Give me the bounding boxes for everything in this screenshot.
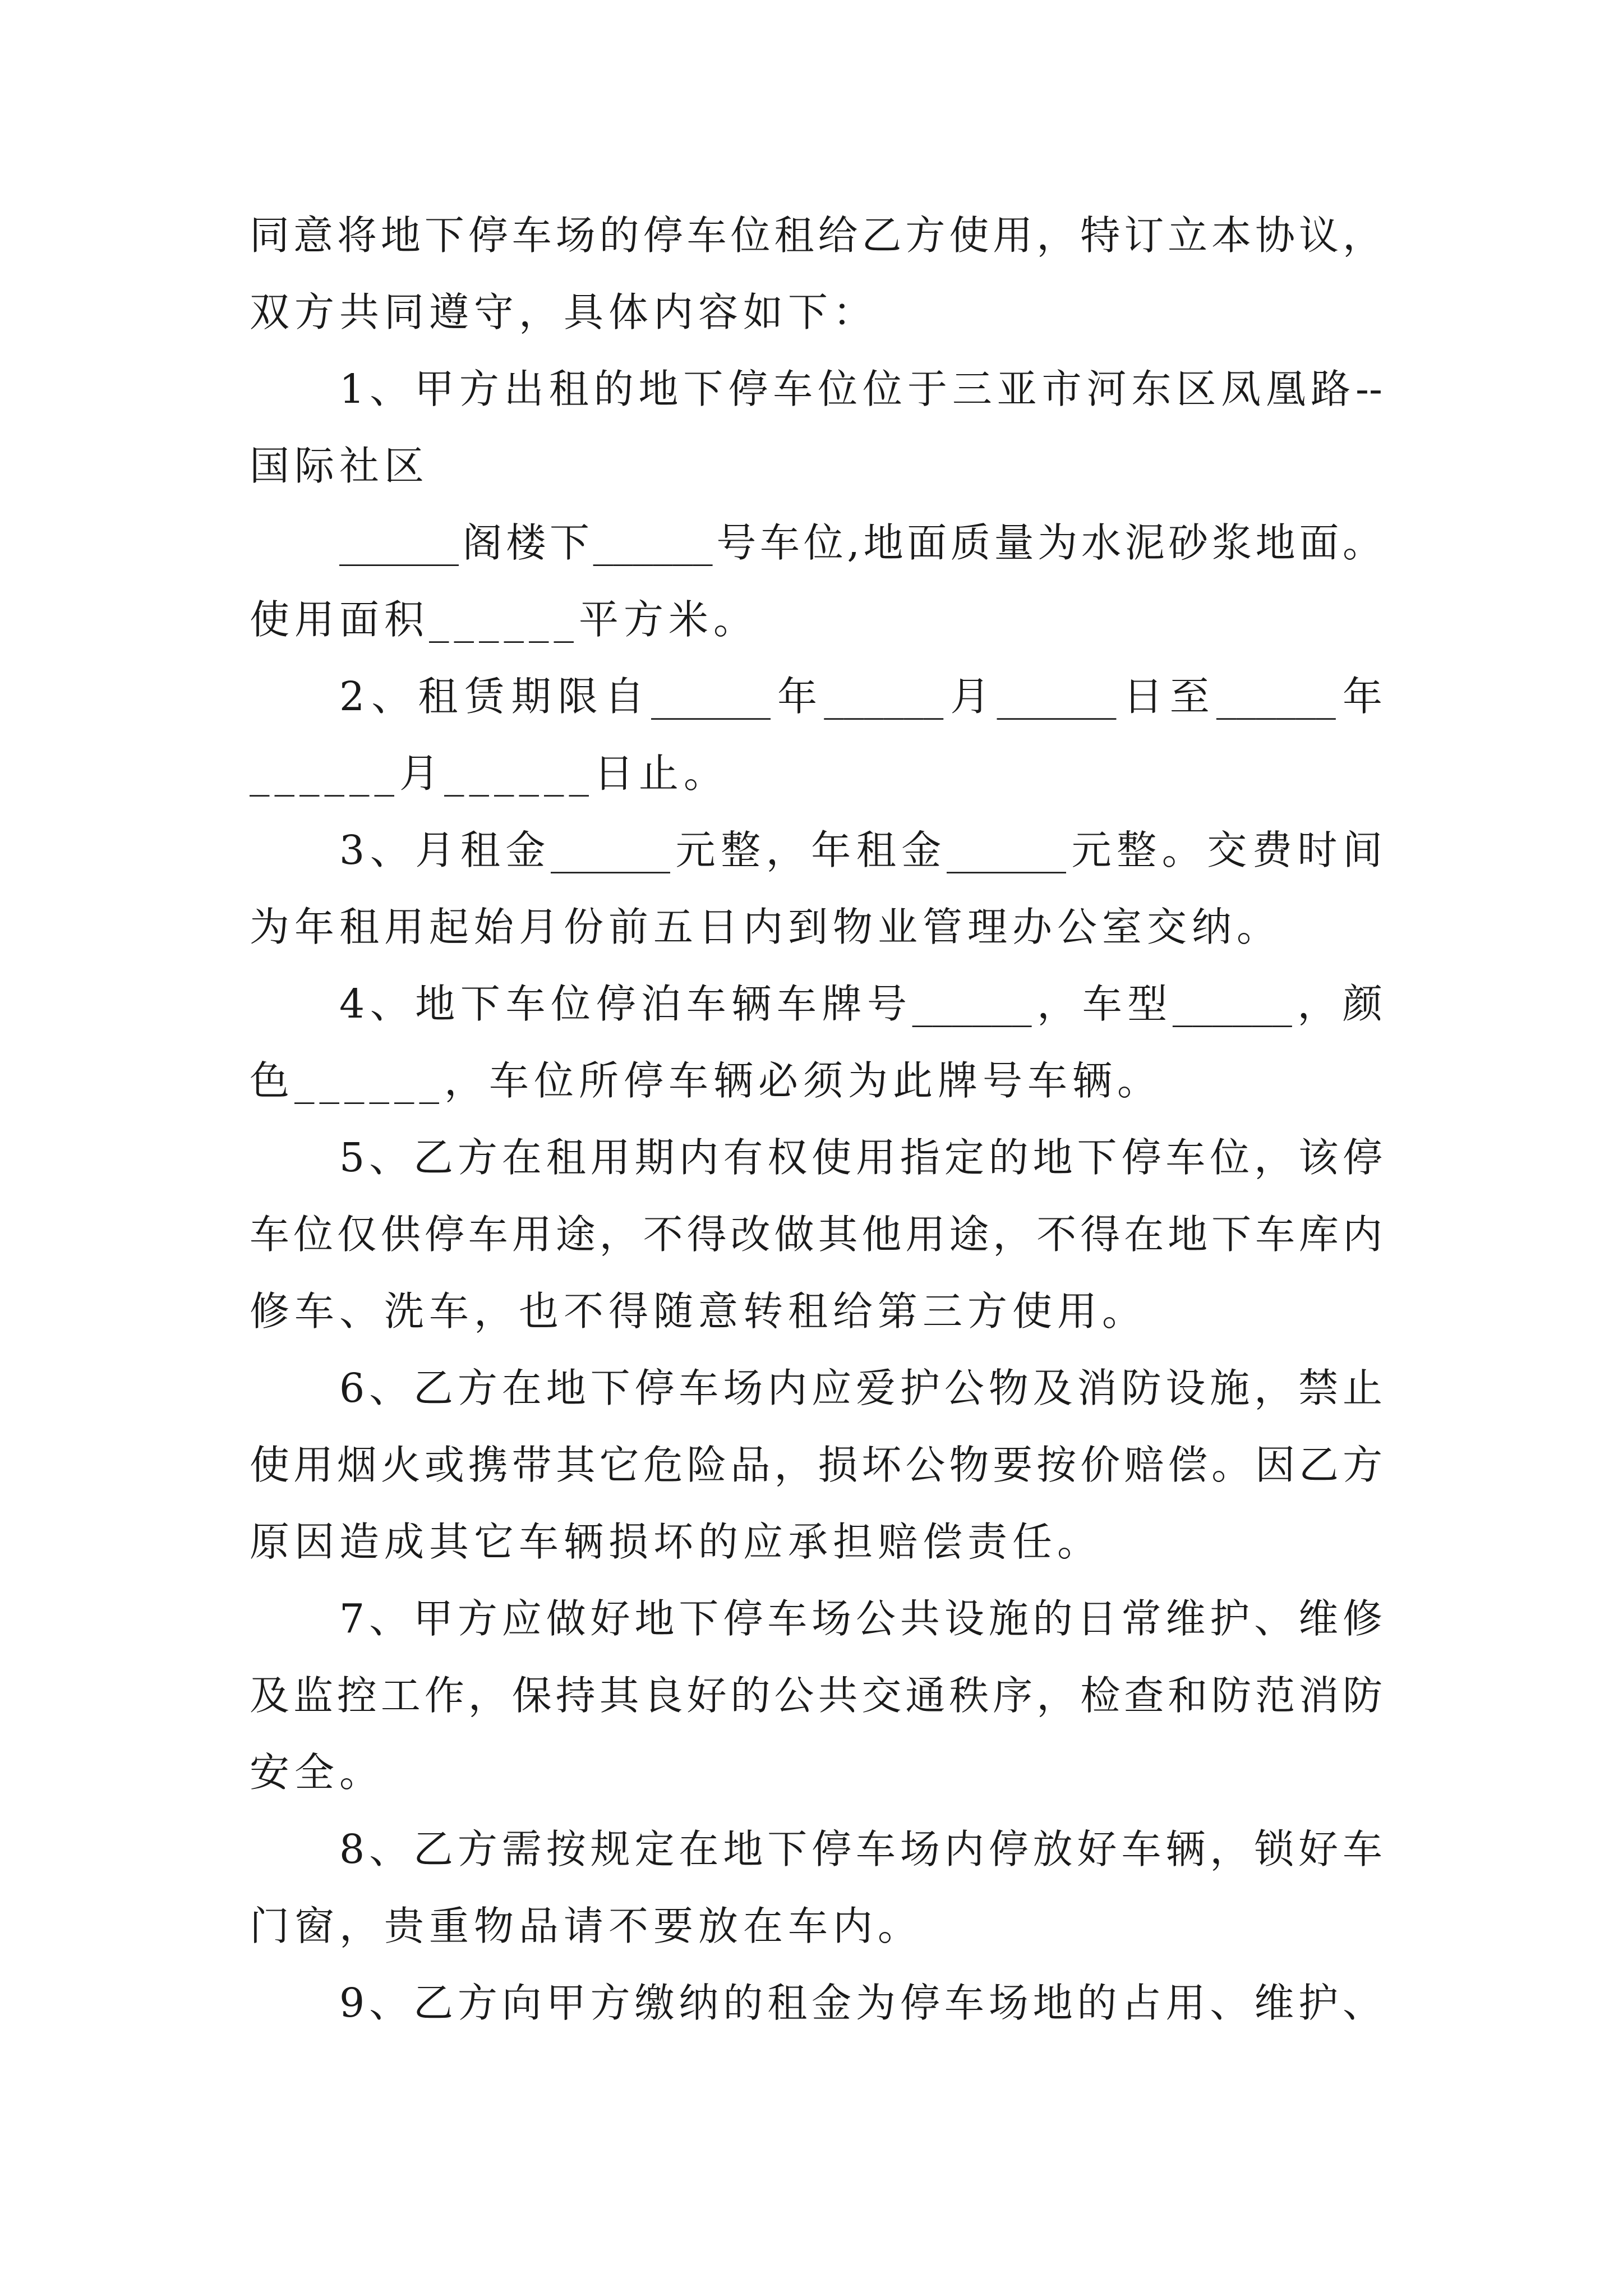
- clause-2-line: 2、租赁期限自______年______月______日至______年: [339, 673, 1382, 720]
- clause-2-line: ______月______日止。: [250, 750, 729, 797]
- clause-5-line: 车位仅供停车用途，不得改做其他用途，不得在地下车库内: [250, 1211, 1382, 1258]
- clause-8-line: 门窗，贵重物品请不要放在车内。: [250, 1903, 923, 1949]
- clause-6-line: 6、乙方在地下停车场内应爱护公物及消防设施，禁止: [339, 1365, 1382, 1411]
- clause-1-line: 使用面积______平方米。: [250, 596, 759, 643]
- clause-3-line: 为年租用起始月份前五日内到物业管理办公室交纳。: [250, 904, 1282, 950]
- clause-7-line: 及监控工作，保持其良好的公共交通秩序，检查和防范消防: [250, 1672, 1382, 1719]
- clause-5-line: 5、乙方在租用期内有权使用指定的地下停车位，该停: [339, 1134, 1382, 1181]
- body-line: 双方共同遵守，具体内容如下：: [250, 289, 878, 335]
- clause-4-line: 4、地下车位停泊车辆车牌号______，车型______，颜: [339, 981, 1382, 1027]
- clause-6-line: 原因造成其它车辆损坏的应承担赔偿责任。: [250, 1519, 1103, 1565]
- clause-9-line: 9、乙方向甲方缴纳的租金为停车场地的占用、维护、: [339, 1980, 1382, 2026]
- body-line: 同意将地下停车场的停车位租给乙方使用，特订立本协议，: [250, 212, 1382, 259]
- clause-1-line: 1、甲方出租的地下停车位位于三亚市河东区凤凰路--: [339, 366, 1382, 412]
- clause-5-line: 修车、洗车，也不得随意转租给第三方使用。: [250, 1288, 1147, 1335]
- clause-1-line: ______阁楼下______号车位,地面质量为水泥砂浆地面。: [339, 519, 1382, 566]
- clause-1-line: 国际社区: [250, 443, 430, 489]
- clause-8-line: 8、乙方需按规定在地下停车场内停放好车辆，锁好车: [339, 1826, 1382, 1872]
- clause-4-line: 色______，车位所停车辆必须为此牌号车辆。: [250, 1057, 1163, 1104]
- clause-7-line: 安全。: [250, 1749, 385, 1796]
- clause-6-line: 使用烟火或携带其它危险品，损坏公物要按价赔偿。因乙方: [250, 1442, 1382, 1488]
- clause-7-line: 7、甲方应做好地下停车场公共设施的日常维护、维修: [339, 1595, 1382, 1642]
- clause-3-line: 3、月租金______元整，年租金______元整。交费时间: [339, 827, 1382, 873]
